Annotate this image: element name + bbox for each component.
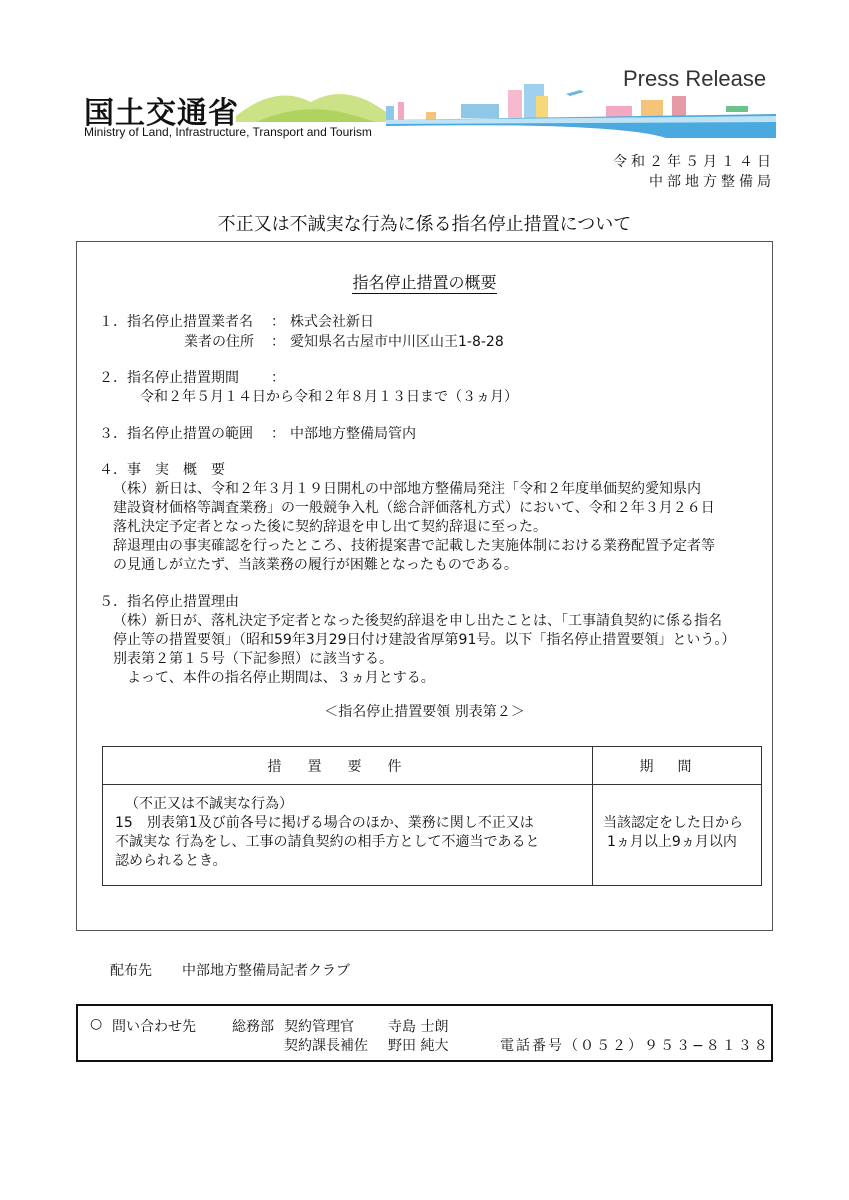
item4-line: 建設資材価格等調査業務」の一般競争入札（総合評価落札方式）において、令和２年３月２６日 [113, 500, 715, 516]
item4-line: （株）新日は、令和２年３月１９日開札の中部地方整備局発注「令和２年度単価契約愛知県内 [113, 481, 701, 497]
contact-phone: 電話番号（０５２）９５３−８１３８ [500, 1038, 770, 1054]
item1-label: １．指名停止措置業者名 [99, 314, 253, 330]
item2-sep: ： [271, 370, 285, 386]
item1-addr-value: 愛知県名古屋市中川区山王1-8-28 [290, 334, 504, 350]
date-issuer-block [613, 152, 775, 192]
table-period-line: 1ヵ月以上9ヵ月以内 [607, 834, 737, 850]
contact-name1: 寺島 士朗 [388, 1019, 449, 1035]
document-title: 不正又は不誠実な行為に係る指名停止措置について [217, 214, 632, 235]
table-cell-line: 15 別表第1及び前各号に掲げる場合のほか、業務に関し不正又は [115, 815, 534, 831]
criteria-table [102, 746, 762, 886]
item5-line: 停止等の措置要領」（昭和59年3月29日付け建設省厚第91号。以下「指名停止措置要領」という。） [113, 632, 736, 648]
contact-name2: 野田 純大 [388, 1038, 449, 1054]
table-cell-line: 不誠実な 行為をし、工事の請負契約の相手方として不適当であると [115, 834, 540, 850]
contact-box [76, 1004, 773, 1062]
table-header-requirement: 措置要件 [267, 759, 428, 775]
summary-heading: 指名停止措置の概要 [352, 273, 497, 292]
item5-line: よって、本件の指名停止期間は、３ヵ月とする。 [127, 670, 435, 686]
header-banner-illustration [236, 76, 776, 138]
summary-frame [76, 241, 773, 931]
contact-title1: 契約管理官 [284, 1019, 354, 1035]
contact-label: 問い合わせ先 [112, 1019, 196, 1035]
item1-addr-label: 業者の住所 [184, 334, 254, 350]
distribution [110, 960, 350, 980]
ministry-logo-jp: 国土交通省 [84, 96, 239, 131]
item2-value: 令和２年５月１４日から令和２年８月１３日まで（３ヵ月） [140, 389, 518, 405]
item5-line: （株）新日が、落札決定予定者となった後契約辞退を申し出たことは、「工事請負契約に係る指名 [113, 613, 722, 629]
item3-value: 中部地方整備局管内 [290, 426, 416, 442]
item2-label: ２．指名停止措置期間 [99, 370, 239, 386]
distribution-value: 中部地方整備局記者クラブ [182, 963, 350, 979]
issuer: 中部地方整備局 [649, 174, 775, 190]
item1-addr-sep: ： [271, 334, 285, 350]
item5-label: ５．指名停止措置理由 [99, 594, 239, 610]
distribution-label: 配布先 [110, 963, 152, 979]
item4-line: の見通しが立たず、当該業務の履行が困難となったものである。 [113, 557, 518, 573]
item5-line: 別表第２第１５号（下記参照）に該当する。 [113, 651, 393, 667]
item1-value: 株式会社新日 [290, 314, 374, 330]
contact-title2: 契約課長補佐 [284, 1038, 368, 1054]
contact-bullet: ○ [90, 1016, 103, 1032]
press-release-label: Press Release [623, 66, 767, 91]
table-caption: ＜指名停止措置要領 別表第２＞ [324, 704, 525, 720]
issue-date: 令和２年５月１４日 [613, 154, 775, 170]
item4-line: 辞退理由の事実確認を行ったところ、技術提案書で記載した実施体制における業務配置予定者等 [113, 538, 715, 554]
item3-sep: ： [271, 426, 285, 442]
item4-label: ４．事 実 概 要 [99, 462, 225, 478]
item4-line: 落札決定予定者となった後に契約辞退を申し出て契約辞退に至った。 [113, 519, 547, 535]
contact-dept: 総務部 [232, 1019, 274, 1035]
table-cell-line: （不正又は不誠実な行為） [125, 796, 293, 812]
table-period-line: 当該認定をした日から [603, 815, 743, 831]
ministry-logo-en: Ministry of Land, Infrastructure, Transport and Tourism [84, 125, 372, 139]
table-header-period: 期間 [639, 759, 716, 775]
item3-label: ３．指名停止措置の範囲 [99, 426, 253, 442]
table-header-divider [103, 784, 761, 785]
item1-sep: ： [271, 314, 285, 330]
table-cell-line: 認められるとき。 [115, 853, 227, 869]
